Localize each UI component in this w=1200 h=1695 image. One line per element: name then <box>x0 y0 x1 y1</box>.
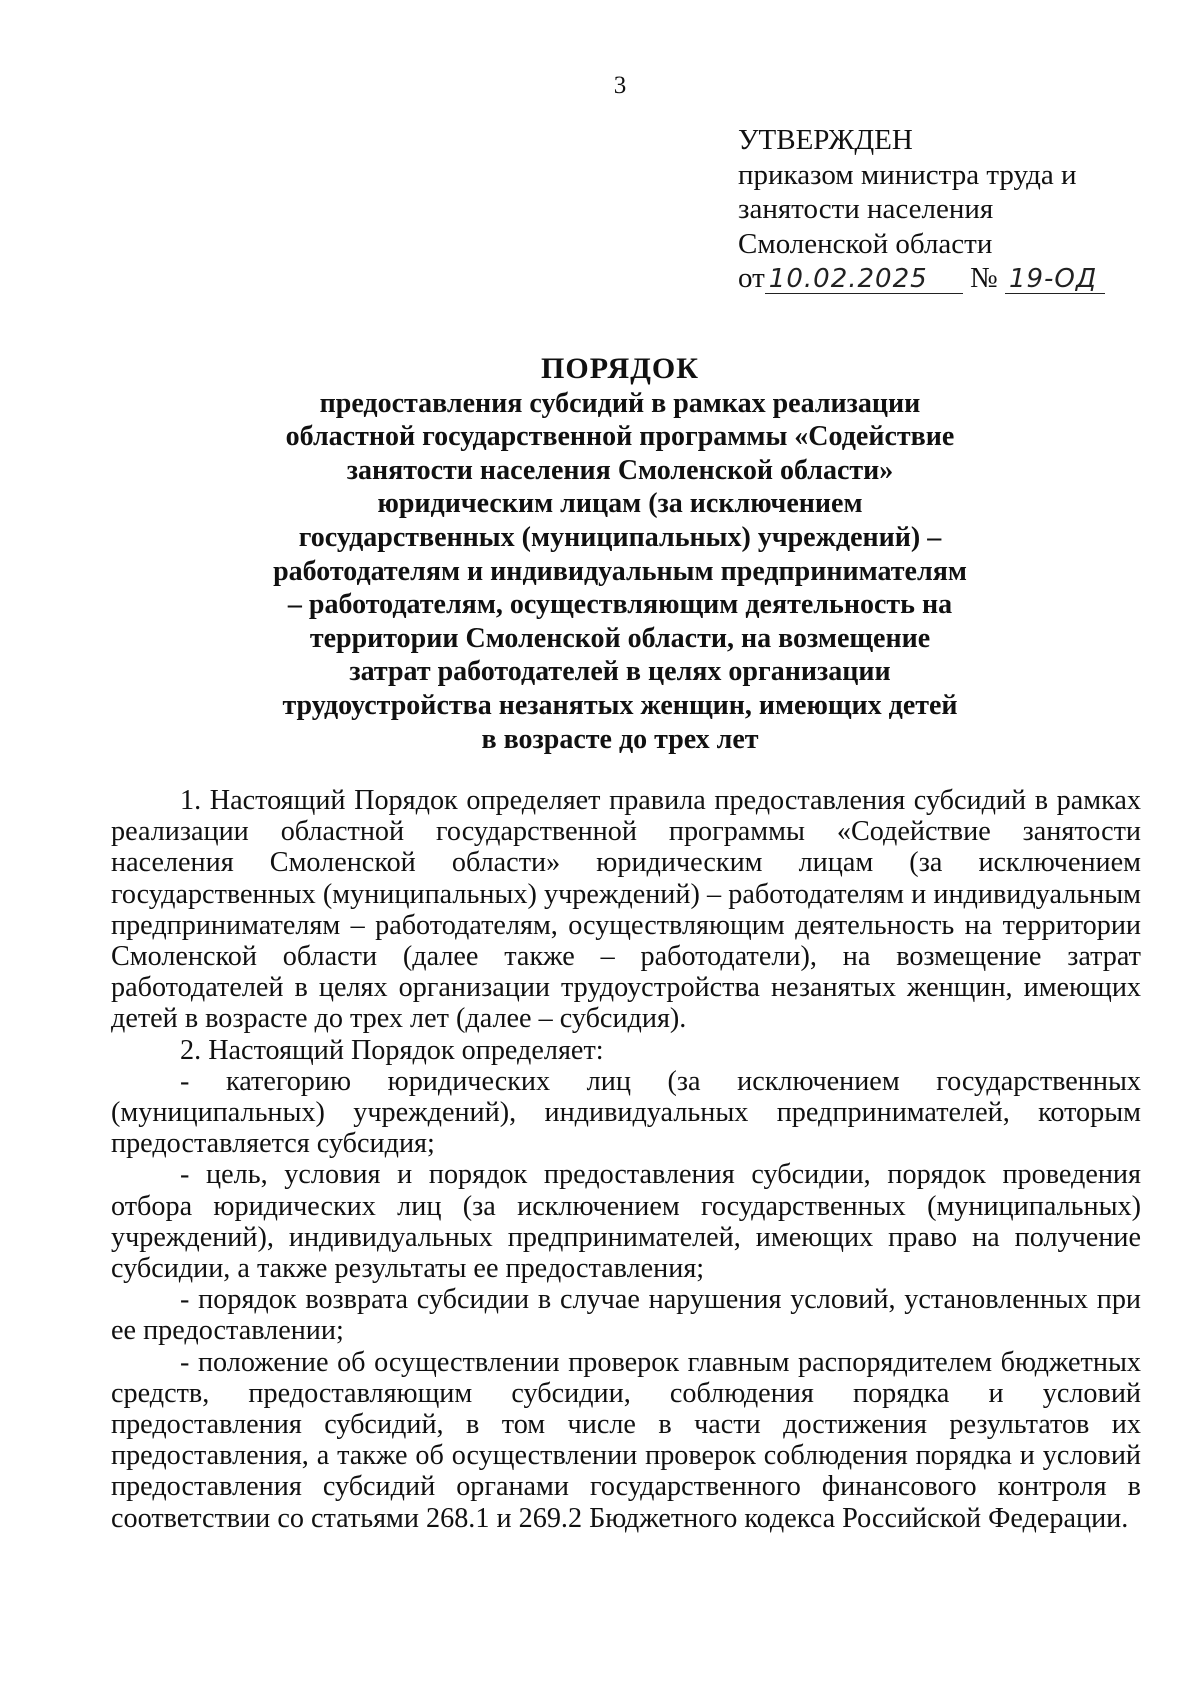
title-line: областной государственной программы «Содействие <box>285 421 955 453</box>
approval-heading: УТВЕРЖДЕН <box>738 124 913 156</box>
approval-line-3: Смоленской области <box>738 227 993 260</box>
paragraph-2: 2. Настоящий Порядок определяет: <box>180 1034 604 1066</box>
title-line: затрат работодателей в целях организации <box>349 656 891 688</box>
title-line: работодателям и индивидуальным предпринимателям <box>273 555 967 587</box>
approval-line-1: приказом министра труда и <box>738 158 1077 191</box>
document-body <box>111 785 1141 1534</box>
approval-line-2: занятости населения <box>738 193 994 225</box>
approval-block <box>738 123 1178 296</box>
title-line: – работодателям, осуществляющим деятельность на <box>287 589 953 621</box>
document-title-block <box>150 352 1090 756</box>
title-line: предоставления субсидий в рамках реализации <box>319 387 921 419</box>
approval-date-line <box>738 261 1178 296</box>
list-item-purpose: - цель, условия и порядок предоставления субсидии, порядок проведения отбора юридических лиц (за исключением государственных (муниципальных) учреждений), индивидуальных предпринимателей, имеющих право на получение субсидии, а также результаты ее предоставления; <box>111 1159 1141 1285</box>
list-item-category: - категорию юридических лиц (за исключением государственных (муниципальных) учреждений), индивидуальных предпринимателей, которым предоставляется субсидия; <box>111 1065 1141 1160</box>
title-line: трудоустройства незанятых женщин, имеющих детей <box>282 689 958 721</box>
document-type: ПОРЯДОК <box>541 352 699 385</box>
number-prefix: № <box>970 262 998 294</box>
title-line: юридическим лицам (за исключением <box>377 488 863 520</box>
handwritten-number: 19-ОД <box>1005 265 1105 294</box>
page-number: 3 <box>613 72 627 99</box>
list-item-inspections: - положение об осуществлении проверок главным распорядителем бюджетных средств, предоставляющим субсидии, соблюдения порядка и условий предоставления субсидий, в том числе в части достижения результатов их предоставления, а также об осуществлении проверок соблюдения порядка и условий предоставления субсидий органами государственного финансового контроля в соответствии со статьями 268.1 и 269.2 Бюджетного кодекса Российской Федерации. <box>111 1346 1141 1534</box>
title-line: государственных (муниципальных) учреждений) – <box>298 521 942 553</box>
list-item-refund: - порядок возврата субсидии в случае нарушения условий, установленных при ее предоставлении; <box>111 1284 1141 1347</box>
paragraph-1: 1. Настоящий Порядок определяет правила предоставления субсидий в рамках реализации областной государственной программы «Содействие занятости населения Смоленской области» юридическим лицам (за исключением государственных (муниципальных) учреждений) – работодателям и индивидуальным предпринимателям – работодателям, осуществляющим деятельность на территории Смоленской области (далее также – работодатели), на возмещение затрат работодателей в целях организации трудоустройства незанятых женщин, имеющих детей в возрасте до трех лет (далее – субсидия). <box>111 785 1141 1035</box>
title-line: территории Смоленской области, на возмещение <box>309 622 931 654</box>
title-line: в возрасте до трех лет <box>481 723 759 755</box>
handwritten-date: 10.02.2025 <box>765 265 963 294</box>
title-line: занятости населения Смоленской области» <box>346 454 894 486</box>
date-prefix: от <box>738 262 765 294</box>
